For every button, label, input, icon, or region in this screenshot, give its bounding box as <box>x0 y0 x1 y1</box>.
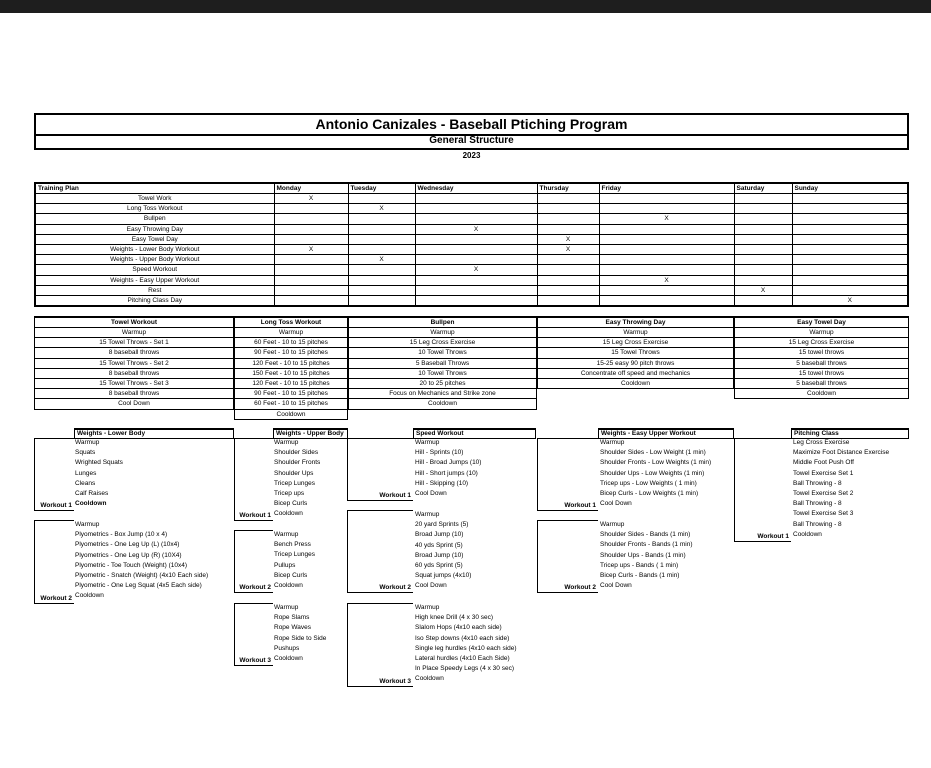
plan-row <box>35 285 908 295</box>
exercise-item: Ball Throwing - 8 <box>793 500 842 508</box>
easy-throwing-day-title: Easy Throwing Day <box>538 317 734 328</box>
plan-mark: X <box>792 295 908 306</box>
plan-mark <box>274 214 348 224</box>
plan-mark <box>537 285 599 295</box>
workout-step: Concentrate off speed and mechanics <box>538 368 734 378</box>
exercise-item: Pushups <box>274 644 300 652</box>
pitching-class-workout-1-box <box>734 438 791 542</box>
workout-step: Warmup <box>35 328 234 338</box>
workout-step: Cooldown <box>235 409 348 419</box>
speed-workout-3-box <box>347 603 413 687</box>
plan-mark <box>599 244 734 254</box>
workout-step: Warmup <box>235 328 348 338</box>
long-toss-workout-table <box>234 316 348 420</box>
workout-step: 15 towel throws <box>735 348 909 358</box>
lower-workout-1-box <box>34 438 74 511</box>
plan-mark <box>792 194 908 204</box>
exercise-item: Lunges <box>75 469 97 477</box>
bullpen-title: Bullpen <box>349 317 537 328</box>
plan-mark <box>274 265 348 275</box>
workout-step: 120 Feet - 10 to 15 pitches <box>235 378 348 388</box>
exercise-item: Warmup <box>415 604 440 611</box>
easy-upper-header: Weights - Easy Upper Workout <box>598 428 734 439</box>
page-subtitle: General Structure <box>34 134 909 150</box>
exercise-item: Warmup <box>75 521 100 528</box>
plan-mark <box>734 214 792 224</box>
towel-workout-table <box>34 316 234 410</box>
workout-step: Warmup <box>349 328 537 338</box>
workout-step: Focus on Mechanics and Strike zone <box>349 389 537 399</box>
plan-row <box>35 234 908 244</box>
exercise-item: Rope Slams <box>274 614 310 622</box>
plan-header-training-plan: Training Plan <box>35 183 274 194</box>
easy-upper-workout-2-list <box>600 520 692 591</box>
exercise-item: Cool Down <box>415 582 447 590</box>
plan-mark <box>537 224 599 234</box>
plan-mark <box>599 234 734 244</box>
exercise-item: Shoulder Sides - Bands (1 min) <box>600 531 691 539</box>
lower-workout-2-box <box>34 520 74 604</box>
plan-mark <box>599 265 734 275</box>
exercise-item: Cooldown <box>793 530 822 538</box>
easy-upper-workout-1-box <box>537 438 598 511</box>
workout-step: 15 towel throws <box>735 368 909 378</box>
plan-activity: Towel Work <box>35 194 274 204</box>
plan-mark: X <box>274 194 348 204</box>
page-title: Antonio Canizales - Baseball Ptiching Program <box>34 113 909 136</box>
speed-workout-2-list <box>415 510 471 592</box>
plan-mark <box>415 214 537 224</box>
upper-workout-3-list <box>274 603 326 664</box>
exercise-item: Cooldown <box>274 510 303 518</box>
exercise-item: Hill - Skipping (10) <box>415 479 469 487</box>
upper-workout-3-box <box>234 603 273 666</box>
plan-mark <box>274 285 348 295</box>
plan-mark <box>415 234 537 244</box>
plan-mark <box>734 295 792 306</box>
plan-mark: X <box>415 224 537 234</box>
exercise-item: Rope Waves <box>274 624 311 632</box>
exercise-item: Warmup <box>274 439 299 446</box>
plan-mark <box>792 275 908 285</box>
speed-workout-3-label: Workout 3 <box>379 678 411 685</box>
easy-upper-workout-1-list <box>600 438 711 509</box>
plan-mark <box>792 234 908 244</box>
plan-mark <box>348 194 415 204</box>
exercise-item: Warmup <box>75 439 100 446</box>
plan-mark <box>734 244 792 254</box>
exercise-item: Plyometrics - One Leg Up (L) (10x4) <box>75 541 180 549</box>
workout-step: Warmup <box>735 328 909 338</box>
plan-activity: Speed Workout <box>35 265 274 275</box>
plan-header-day: Tuesday <box>348 183 415 194</box>
exercise-item: Bench Press <box>274 541 311 549</box>
exercise-item: 40 yds Sprint (5) <box>415 541 463 549</box>
exercise-item: Shoulder Sides <box>274 449 319 457</box>
exercise-item: Squats <box>75 449 96 457</box>
exercise-item: Lateral hurdles (4x10 Each Side) <box>415 654 510 662</box>
workout-step: Cool Down <box>35 399 234 409</box>
upper-workout-2-box <box>234 530 273 593</box>
plan-mark: X <box>348 204 415 214</box>
plan-mark <box>537 194 599 204</box>
exercise-item: Shoulder Fronts - Bands (1 min) <box>600 541 693 549</box>
workout-step: 20 to 25 pitches <box>349 378 537 388</box>
plan-mark <box>599 224 734 234</box>
exercise-item: Shoulder Sides - Low Weight (1 min) <box>600 449 706 457</box>
exercise-item: Pullups <box>274 561 296 569</box>
exercise-item: Broad Jump (10) <box>415 551 464 559</box>
workout-step: 10 Towel Throws <box>349 348 537 358</box>
exercise-item: Shoulder Ups <box>274 469 314 477</box>
speed-workout-1-list <box>415 438 481 499</box>
exercise-item: Shoulder Fronts - Low Weights (1 min) <box>600 459 712 467</box>
long-toss-workout-title: Long Toss Workout <box>235 317 348 328</box>
exercise-item: Tricep Lunges <box>274 479 315 487</box>
speed-workout-1-label: Workout 1 <box>379 492 411 499</box>
plan-mark <box>599 204 734 214</box>
speed-workout-2-label: Workout 2 <box>379 584 411 591</box>
exercise-item: Warmup <box>600 439 625 446</box>
plan-mark <box>274 224 348 234</box>
exercise-item: Plyometric - One Leg Squat (4x5 Each side) <box>75 582 202 590</box>
exercise-item: Wrighted Squats <box>75 459 123 467</box>
lower-workout-2-list <box>75 520 208 602</box>
plan-row <box>35 214 908 224</box>
exercise-item: In Place Speedy Legs (4 x 30 sec) <box>415 665 515 673</box>
plan-mark <box>792 224 908 234</box>
plan-mark <box>274 234 348 244</box>
plan-mark <box>792 204 908 214</box>
plan-mark <box>415 255 537 265</box>
easy-towel-day-table <box>734 316 909 399</box>
exercise-item: Cooldown <box>75 500 107 508</box>
exercise-item: Plyometric - Toe Touch (Weight) (10x4) <box>75 561 187 569</box>
exercise-item: Cool Down <box>600 500 632 508</box>
upper-workout-1-label: Workout 1 <box>239 512 271 519</box>
exercise-item: Rope Side to Side <box>274 634 327 642</box>
workout-step: Warmup <box>538 328 734 338</box>
plan-row <box>35 255 908 265</box>
plan-header-day: Wednesday <box>415 183 537 194</box>
plan-mark <box>792 255 908 265</box>
exercise-item: 20 yard Sprints (5) <box>415 521 469 529</box>
speed-workout-1-box <box>347 438 413 501</box>
upper-workout-1-list <box>274 438 320 520</box>
workout-step: 8 baseball throws <box>35 368 234 378</box>
exercise-item: Cool Down <box>600 582 632 590</box>
exercise-item: Warmup <box>415 439 440 446</box>
exercise-item: Plyometrics - One Leg Up (R) (10X4) <box>75 551 182 559</box>
exercise-item: 60 yds Sprint (5) <box>415 561 463 569</box>
workout-step: 90 Feet - 10 to 15 pitches <box>235 389 348 399</box>
exercise-item: Warmup <box>415 511 440 518</box>
exercise-item: Warmup <box>600 521 625 528</box>
plan-mark <box>537 214 599 224</box>
exercise-item: Iso Step downs (4x10 each side) <box>415 634 510 642</box>
exercise-item: Cooldown <box>415 675 444 683</box>
exercise-item: Broad Jump (10) <box>415 531 464 539</box>
plan-mark <box>734 275 792 285</box>
workout-step: 150 Feet - 10 to 15 pitches <box>235 368 348 378</box>
plan-row <box>35 265 908 275</box>
plan-mark: X <box>599 275 734 285</box>
plan-mark <box>274 204 348 214</box>
plan-mark <box>415 204 537 214</box>
plan-mark <box>734 234 792 244</box>
exercise-item: Cooldown <box>274 581 303 589</box>
plan-mark <box>348 244 415 254</box>
pitching-class-workout-1-label: Workout 1 <box>757 533 789 540</box>
training-plan-table <box>34 182 909 307</box>
plan-mark <box>792 244 908 254</box>
exercise-item: Towel Exercise Set 3 <box>793 510 854 518</box>
exercise-item: Ball Throwing - 8 <box>793 520 842 528</box>
plan-mark <box>415 285 537 295</box>
plan-mark <box>348 265 415 275</box>
plan-mark <box>734 255 792 265</box>
exercise-item: Maximize Foot Distance Exercise <box>793 449 890 457</box>
exercise-item: Plyometric - Snatch (Weight) (4x10 Each side) <box>75 571 209 579</box>
exercise-item: Shoulder Fronts <box>274 459 321 467</box>
workout-step: 120 Feet - 10 to 15 pitches <box>235 358 348 368</box>
towel-workout-title: Towel Workout <box>35 317 234 328</box>
exercise-item: Tricep ups - Bands ( 1 min) <box>600 561 679 569</box>
lower-workout-1-label: Workout 1 <box>40 502 72 509</box>
plan-mark <box>415 194 537 204</box>
workout-step: 8 baseball throws <box>35 389 234 399</box>
plan-row <box>35 275 908 285</box>
lower-workout-2-label: Workout 2 <box>40 595 72 602</box>
plan-mark: X <box>537 244 599 254</box>
plan-mark <box>792 285 908 295</box>
workout-step: Cooldown <box>349 399 537 409</box>
exercise-item: Bicep Curls <box>274 500 308 508</box>
exercise-item: Warmup <box>274 531 299 538</box>
plan-activity: Easy Towel Day <box>35 234 274 244</box>
workout-step: 15 Towel Throws - Set 3 <box>35 378 234 388</box>
workout-step: 15-25 easy 90 pitch throws <box>538 358 734 368</box>
plan-mark <box>348 234 415 244</box>
upper-workout-2-label: Workout 2 <box>239 584 271 591</box>
upper-body-header: Weights - Upper Body <box>273 428 348 439</box>
plan-mark <box>734 265 792 275</box>
plan-activity: Bullpen <box>35 214 274 224</box>
exercise-item: Squat jumps (4x10) <box>415 572 472 580</box>
exercise-item: Cool Down <box>415 489 447 497</box>
plan-row <box>35 204 908 214</box>
plan-mark: X <box>415 265 537 275</box>
plan-mark <box>599 194 734 204</box>
easy-upper-workout-2-label: Workout 2 <box>564 584 596 591</box>
plan-mark <box>274 255 348 265</box>
exercise-item: High knee Drill (4 x 30 sec) <box>415 614 494 622</box>
plan-mark: X <box>599 214 734 224</box>
exercise-item: Shoulder Ups - Low Weights (1 min) <box>600 469 705 477</box>
plan-mark <box>537 255 599 265</box>
exercise-item: Hill - Short jumps (10) <box>415 469 478 477</box>
exercise-item: Bicep Curls - Low Weights (1 min) <box>600 489 699 497</box>
exercise-item: Towel Exercise Set 1 <box>793 469 854 477</box>
plan-mark <box>348 214 415 224</box>
window-top-bar <box>0 0 931 13</box>
easy-upper-workout-2-box <box>537 520 598 593</box>
plan-mark <box>537 204 599 214</box>
easy-throwing-day-table <box>537 316 734 389</box>
plan-mark <box>734 224 792 234</box>
exercise-item: Hill - Sprints (10) <box>415 449 464 457</box>
exercise-item: Warmup <box>274 604 299 611</box>
exercise-item: Ball Throwing - 8 <box>793 479 842 487</box>
speed-workout-header: Speed Workout <box>413 428 536 439</box>
page-year: 2023 <box>462 151 481 160</box>
exercise-item: Plyometrics - Box Jump (10 x 4) <box>75 531 168 539</box>
lower-body-header: Weights - Lower Body <box>74 428 234 439</box>
workout-step: 5 Baseball Throws <box>349 358 537 368</box>
upper-workout-1-box <box>234 438 273 521</box>
plan-header-day: Friday <box>599 183 734 194</box>
exercise-item: Bicep Curls - Bands (1 min) <box>600 571 680 579</box>
plan-mark <box>734 204 792 214</box>
easy-upper-workout-1-label: Workout 1 <box>564 502 596 509</box>
workout-step: 60 Feet - 10 to 15 pitches <box>235 338 348 348</box>
workout-step: 15 Towel Throws - Set 1 <box>35 338 234 348</box>
plan-mark <box>537 295 599 306</box>
workout-step: 15 Towel Throws - Set 2 <box>35 358 234 368</box>
exercise-item: Cleans <box>75 479 96 487</box>
workout-step: 60 Feet - 10 to 15 pitches <box>235 399 348 409</box>
exercise-item: Middle Foot Push Off <box>793 459 854 467</box>
plan-activity: Easy Throwing Day <box>35 224 274 234</box>
workout-step: Cooldown <box>538 378 734 388</box>
pitching-class-header: Pitching Class <box>791 428 909 439</box>
plan-mark <box>348 285 415 295</box>
exercise-item: Shoulder Ups - Bands (1 min) <box>600 551 686 559</box>
plan-header-day: Sunday <box>792 183 908 194</box>
plan-activity: Long Toss Workout <box>35 204 274 214</box>
workout-step: 5 baseball throws <box>735 378 909 388</box>
plan-mark <box>537 275 599 285</box>
plan-row <box>35 295 908 306</box>
plan-header-day: Monday <box>274 183 348 194</box>
plan-mark: X <box>348 255 415 265</box>
plan-activity: Weights - Lower Body Workout <box>35 244 274 254</box>
plan-mark <box>734 194 792 204</box>
upper-workout-3-label: Workout 3 <box>239 657 271 664</box>
plan-mark <box>415 295 537 306</box>
workout-step: 5 baseball throws <box>735 358 909 368</box>
plan-row <box>35 194 908 204</box>
lower-workout-1-list <box>75 438 123 509</box>
plan-mark: X <box>537 234 599 244</box>
workout-step: 90 Feet - 10 to 15 pitches <box>235 348 348 358</box>
upper-workout-2-list <box>274 530 315 591</box>
exercise-item: Leg Cross Exercise <box>793 439 850 446</box>
exercise-item: Towel Exercise Set 2 <box>793 489 854 497</box>
exercise-item: Calf Raises <box>75 489 109 497</box>
plan-mark <box>599 295 734 306</box>
workout-step: 15 Leg Cross Exercise <box>349 338 537 348</box>
plan-mark <box>348 275 415 285</box>
plan-mark <box>415 275 537 285</box>
pitching-class-list <box>793 438 889 540</box>
exercise-item: Tricep ups - Low Weights ( 1 min) <box>600 479 697 487</box>
exercise-item: Cooldown <box>274 654 303 662</box>
plan-mark <box>348 224 415 234</box>
easy-towel-day-title: Easy Towel Day <box>735 317 909 328</box>
exercise-item: Tricep ups <box>274 489 305 497</box>
plan-mark <box>274 295 348 306</box>
plan-activity: Pitching Class Day <box>35 295 274 306</box>
plan-mark <box>415 244 537 254</box>
plan-mark: X <box>274 244 348 254</box>
workout-step: 15 Towel Throws <box>538 348 734 358</box>
exercise-item: Slalom Hops (4x10 each side) <box>415 624 502 632</box>
plan-activity: Weights - Easy Upper Workout <box>35 275 274 285</box>
plan-mark <box>792 265 908 275</box>
plan-header-day: Thursday <box>537 183 599 194</box>
workout-step: 15 Leg Cross Exercise <box>538 338 734 348</box>
plan-activity: Weights - Upper Body Workout <box>35 255 274 265</box>
plan-mark: X <box>734 285 792 295</box>
speed-workout-2-box <box>347 510 413 593</box>
plan-mark <box>348 295 415 306</box>
plan-header-day: Saturday <box>734 183 792 194</box>
plan-mark <box>599 255 734 265</box>
workout-step: 10 Towel Throws <box>349 368 537 378</box>
plan-mark <box>537 265 599 275</box>
bullpen-table <box>348 316 537 410</box>
exercise-item: Bicep Curls <box>274 571 308 579</box>
exercise-item: Tricep Lunges <box>274 551 315 559</box>
workout-step: 15 Leg Cross Exercise <box>735 338 909 348</box>
plan-mark <box>599 285 734 295</box>
speed-workout-3-list <box>415 603 517 685</box>
plan-mark <box>792 214 908 224</box>
plan-mark <box>274 275 348 285</box>
workout-step: Cooldown <box>735 389 909 399</box>
plan-row <box>35 224 908 234</box>
plan-row <box>35 244 908 254</box>
exercise-item: Hill - Broad Jumps (10) <box>415 459 482 467</box>
exercise-item: Cooldown <box>75 592 104 600</box>
workout-step: 8 baseball throws <box>35 348 234 358</box>
plan-activity: Rest <box>35 285 274 295</box>
exercise-item: Single leg hurdles (4x10 each side) <box>415 644 517 652</box>
